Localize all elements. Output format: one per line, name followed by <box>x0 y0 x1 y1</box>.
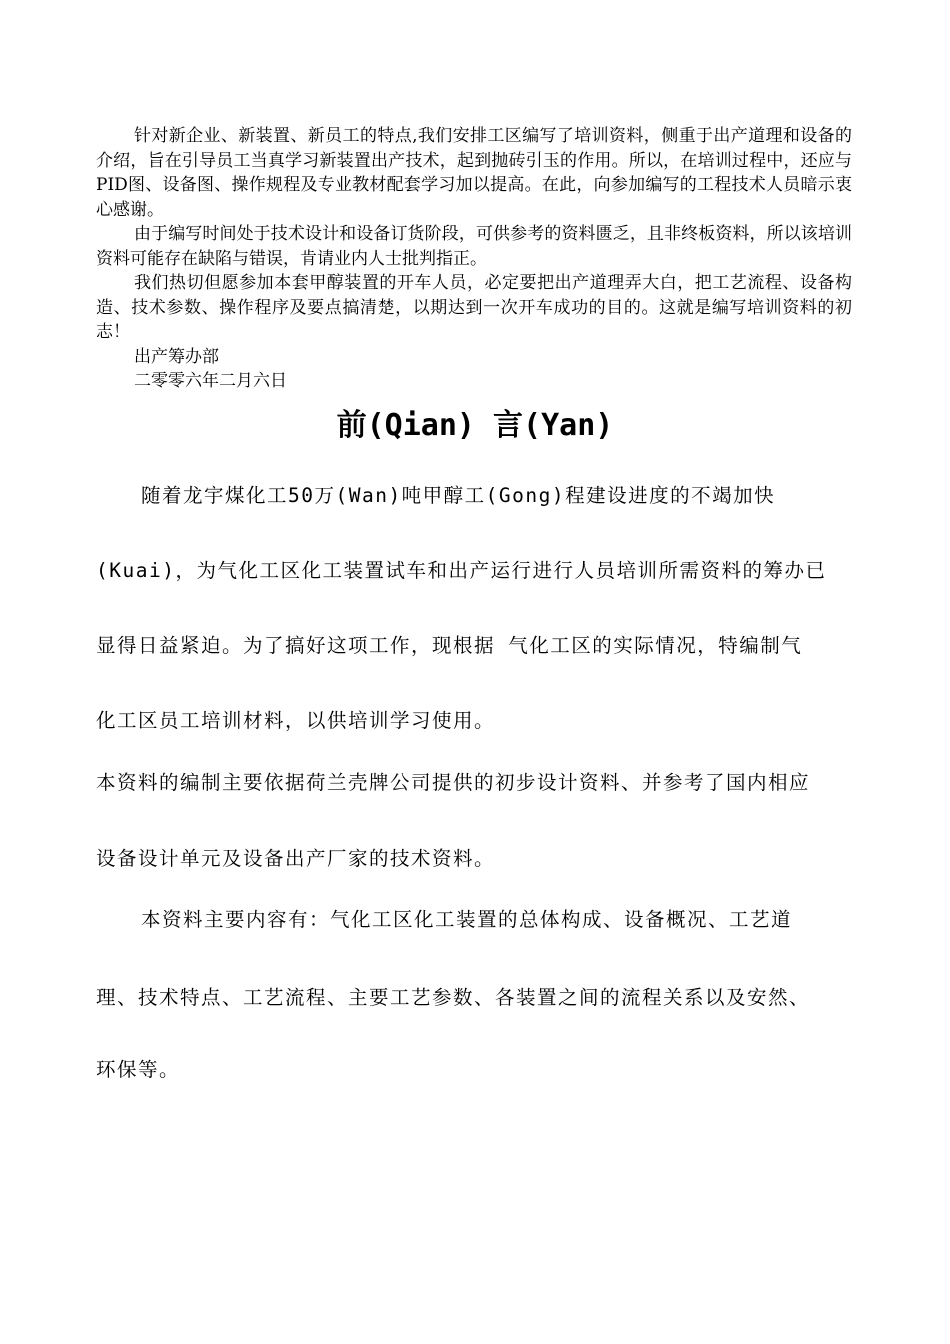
intro-paragraph: 我们热切但愿参加本套甲醇装置的开车人员，必定要把出产道理弄大白，把工艺流程、设备构造、技术参数、操作程序及要点搞清楚，以期达到一次开车成功的目的。这就是编写培训资料的初志！ <box>96 273 852 342</box>
intro-paragraph: 针对新企业、新装置、新员工的特点,我们安排工区编写了培训资料，侧重于出产道理和设备的介绍，旨在引导员工当真学习新装置出产技术，起到抛砖引玉的作用。所以，在培训过程中，还应与PID图、设备图、操作规程及专业教材配套学习加以提高。在此，向参加编写的工程技术人员暗示衷心感谢。 <box>96 126 852 220</box>
intro-section <box>96 124 852 394</box>
preface-line: 设备设计单元及设备出产厂家的技术资料。 <box>96 847 496 870</box>
preface-line: 环保等。 <box>96 1058 181 1081</box>
preface-line: 随着龙宇煤化工50万(Wan)吨甲醇工(Gong)程建设进度的不竭加快 <box>141 484 776 507</box>
preface-line: 本资料主要内容有：气化工区化工装置的总体构成、设备概况、工艺道 <box>141 908 793 931</box>
preface-line: 显得日益紧迫。为了搞好这项工作，现根据 气化工区的实际情况，特编制气 <box>96 634 803 657</box>
intro-paragraph: 由于编写时间处于技术设计和设备订货阶段，可供参考的资料匮乏，且非终板资料，所以该培训资料可能存在缺陷与错误，肯请业内人士批判指正。 <box>96 224 852 269</box>
department-signature: 出产筹办部 <box>134 346 219 367</box>
preface-line: 理、技术特点、工艺流程、主要工艺参数、各装置之间的流程关系以及安然、 <box>96 986 811 1009</box>
preface-title: 前(Qian) 言(Yan) <box>336 408 614 443</box>
preface-line: 本资料的编制主要依据荷兰壳牌公司提供的初步设计资料、并参考了国内相应 <box>96 771 811 794</box>
preface-line: 化工区员工培训材料，以供培训学习使用。 <box>96 709 496 732</box>
signature-date: 二零零六年二月六日 <box>134 371 287 391</box>
preface-line: (Kuai)，为气化工区化工装置试车和出产运行进行人员培训所需资料的筹办已 <box>96 559 827 582</box>
